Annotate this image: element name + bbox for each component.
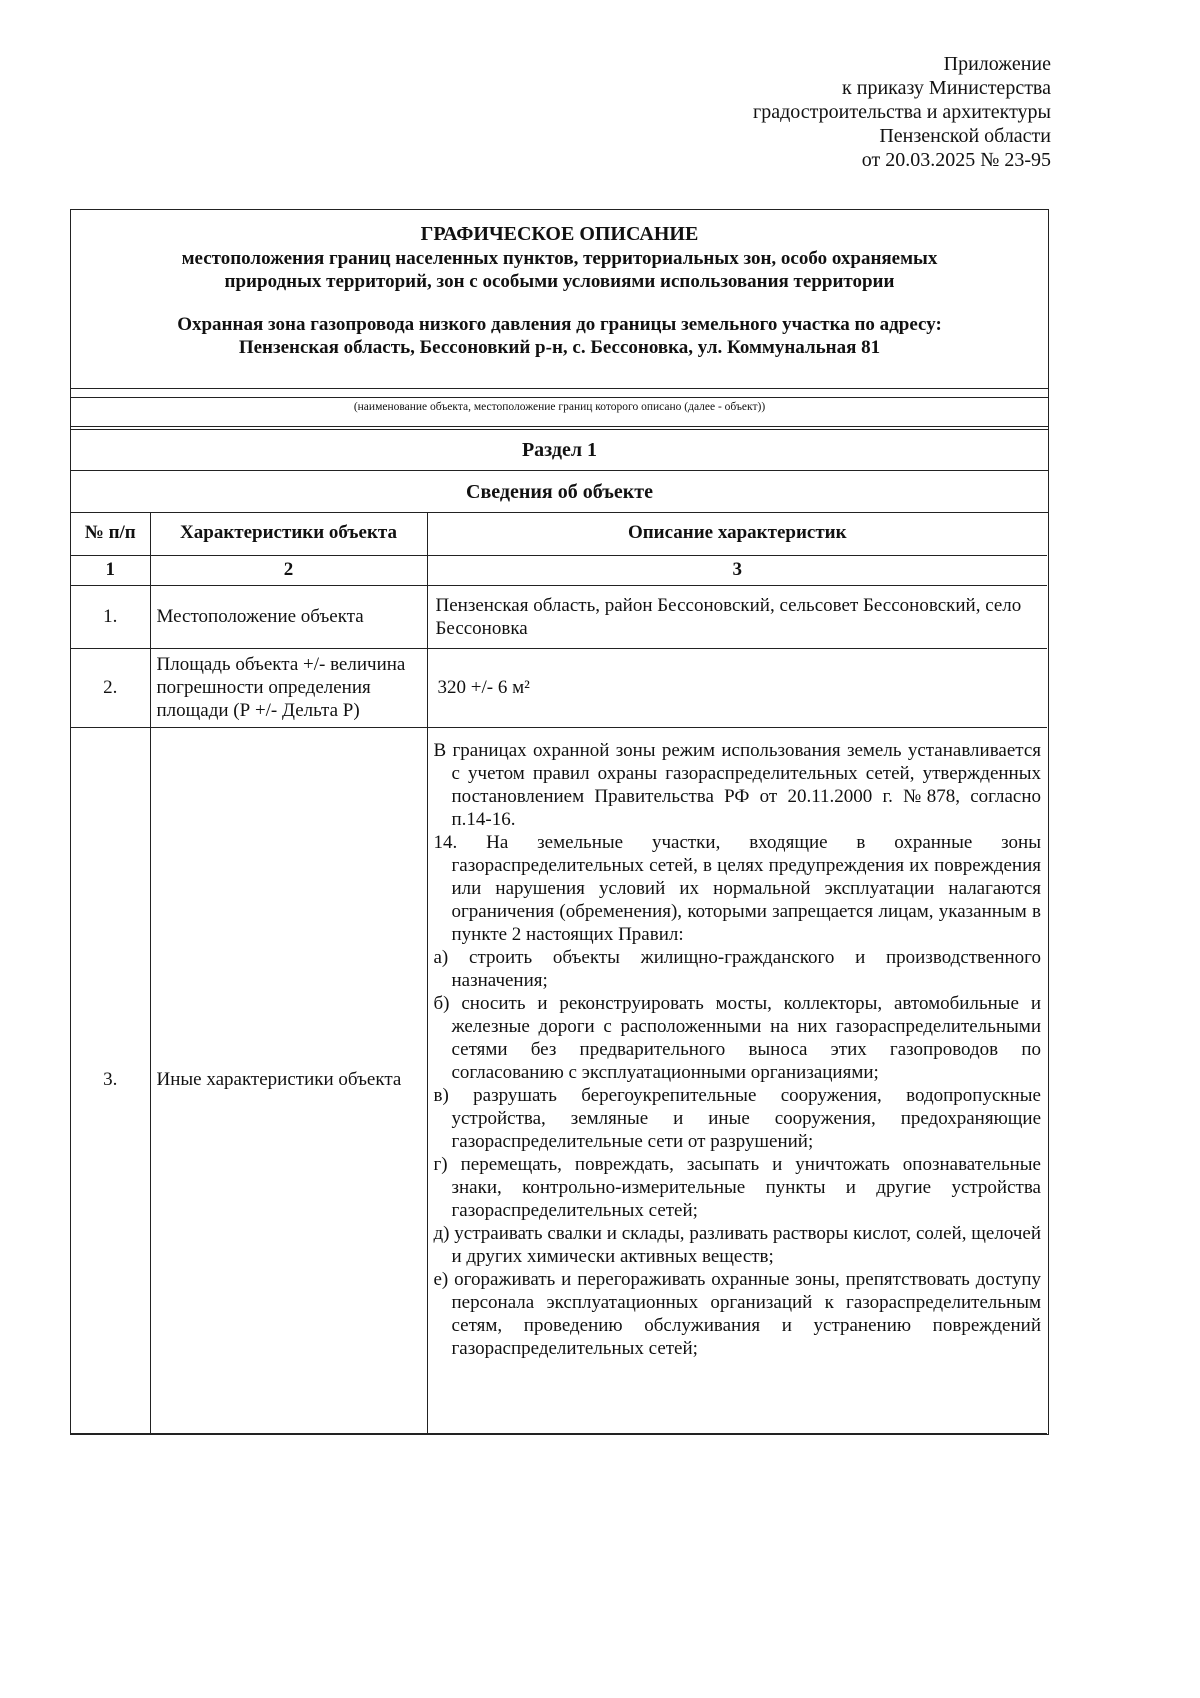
section-label: Раздел 1 — [521, 439, 598, 461]
description-paragraph: д) устраивать свалки и склады, разливать растворы кислот, солей, щелочей и других химически активных веществ; — [433, 1222, 1041, 1267]
divider — [71, 426, 1048, 427]
approval-line: Приложение — [943, 53, 1051, 75]
approval-line: Пензенской области — [879, 125, 1051, 147]
object-name: Охранная зона газопровода низкого давления до границы земельного участка по адресу: — [177, 314, 942, 335]
column-number-row — [71, 555, 1047, 585]
row-number: 1. — [71, 585, 150, 648]
description-paragraph: в) разрушать берегоукрепительные сооружения, водопропускные устройства, земляные и иные сооружения, предохраняющие газораспределительные сети от разрушений; — [433, 1084, 1041, 1152]
approval-order-date: от 20.03.2025 № 23-95 — [861, 149, 1051, 171]
divider — [71, 470, 1048, 471]
column-number: 1 — [71, 555, 150, 585]
section-heading: Сведения об объекте — [466, 481, 653, 503]
approval-line: к приказу Министерства — [842, 77, 1051, 99]
description-paragraph: 14. На земельные участки, входящие в охранные зоны газораспределительных сетей, в целях предупреждения их повреждения или нарушения условий их нормальной эксплуатации налагаются ограничения (обременения), которыми запрещается лицам, указанным в пункте 2 настоящих Правил: — [433, 831, 1041, 945]
description-paragraph: г) перемещать, повреждать, засыпать и уничтожать опознавательные знаки, контрольно-измерительные пункты и другие устройства газораспределительных сетей; — [433, 1153, 1041, 1221]
row-number: 3. — [71, 727, 150, 1433]
header-cell: Описание характеристик — [427, 512, 1047, 555]
divider — [71, 397, 1048, 398]
divider — [71, 429, 1048, 430]
description-paragraph: а) строить объекты жилищно-гражданского и производственного назначения; — [433, 946, 1041, 991]
approval-block — [753, 52, 1051, 172]
row-characteristic: Иные характеристики объекта — [150, 727, 427, 1433]
table-row — [71, 585, 1047, 648]
column-number: 2 — [150, 555, 427, 585]
header-cell: № п/п — [71, 512, 150, 555]
row-description — [427, 727, 1047, 1433]
table-row — [71, 727, 1047, 1433]
characteristics-table — [71, 512, 1047, 1434]
row-number: 2. — [71, 648, 150, 727]
approval-line: градостроительства и архитектуры — [753, 101, 1051, 123]
document-subtitle: местоположения границ населенных пунктов, территориальных зон, особо охраняемых — [181, 248, 938, 269]
object-caption: (наименование объекта, местоположение границ которого описано (далее - объект)) — [353, 401, 766, 413]
header-cell: Характеристики объекта — [150, 512, 427, 555]
description-paragraph: В границах охранной зоны режим использования земель устанавливается с учетом правил охраны газораспределительных сетей, утвержденных постановлением Правительства РФ от 20.11.2000 г. №878, согласно п.14-16. — [433, 739, 1041, 830]
divider — [71, 388, 1048, 389]
table-header-row — [71, 512, 1047, 555]
table-row — [71, 648, 1047, 727]
document-title: ГРАФИЧЕСКОЕ ОПИСАНИЕ — [420, 223, 699, 245]
object-address: Пензенская область, Бессоновкий р-н, с. Бессоновка, ул. Коммунальная 81 — [238, 337, 881, 358]
row-description: 320 +/- 6 м² — [427, 648, 1047, 727]
column-number: 3 — [427, 555, 1047, 585]
row-characteristic: Местоположение объекта — [150, 585, 427, 648]
row-characteristic: Площадь объекта +/- величина погрешности определения площади (Р +/- Дельта Р) — [150, 648, 427, 727]
row-description: Пензенская область, район Бессоновский, сельсовет Бессоновский, село Бессоновка — [427, 585, 1047, 648]
description-paragraph: б) сносить и реконструировать мосты, коллекторы, автомобильные и железные дороги с расположенными на них газораспределительными сетями без предварительного выноса этих газопроводов по согласованию с эксплуатационными организациями; — [433, 992, 1041, 1083]
document-frame — [70, 209, 1049, 1435]
title-block — [71, 210, 1048, 359]
description-paragraph: е) огораживать и перегораживать охранные зоны, препятствовать доступу персонала эксплуатационных организаций к газораспределительным сетям, проведению обслуживания и устранению повреждений газораспределительных сетей; — [433, 1268, 1041, 1359]
document-subtitle: природных территорий, зон с особыми условиями использования территории — [224, 271, 895, 292]
